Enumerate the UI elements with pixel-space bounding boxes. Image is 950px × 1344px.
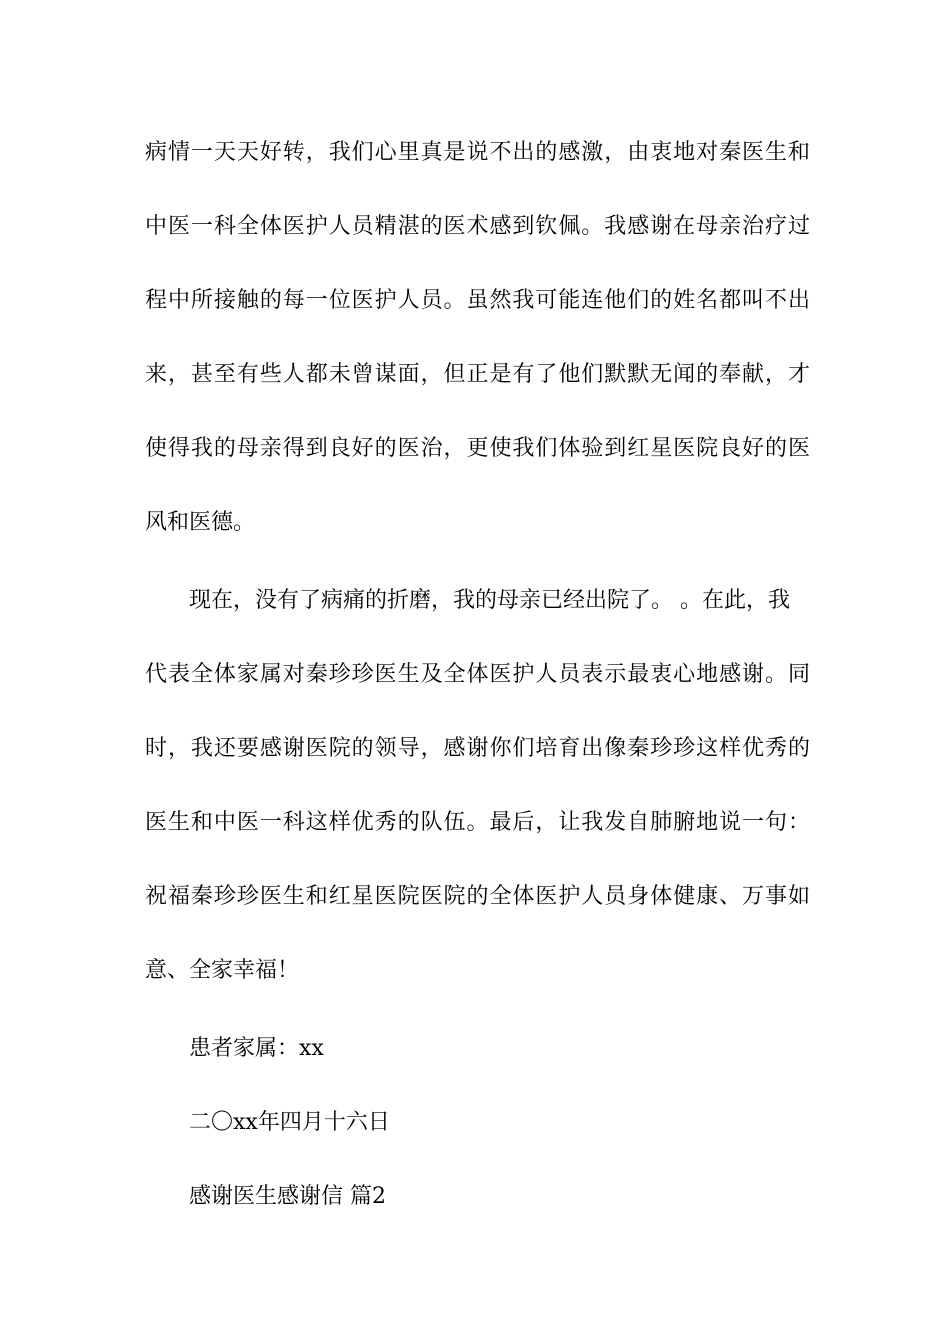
next-section-heading: 感谢医生感谢信 篇2 [189,1184,386,1209]
paragraph-line: 祝福秦珍珍医生和红星医院医院的全体医护人员身体健康、万事如 [145,884,810,909]
paragraph-line: 时，我还要感谢医院的领导，感谢你们培育出像秦珍珍这样优秀的 [145,736,810,761]
paragraph-line: 代表全体家属对秦珍珍医生及全体医护人员表示最衷心地感谢。同 [145,662,810,687]
paragraph-line: 程中所接触的每一位医护人员。虽然我可能连他们的姓名都叫不出 [145,288,810,313]
paragraph-line: 现在，没有了病痛的折磨，我的母亲已经出院了。 。在此，我 [189,588,790,613]
paragraph-line: 医生和中医一科这样优秀的队伍。最后，让我发自肺腑地说一句： [145,810,810,835]
paragraph-line: 风和医德。 [145,510,256,535]
signature: 患者家属：xx [189,1036,324,1061]
paragraph-line: 意、全家幸福！ [145,958,300,983]
date: 二〇xx年四月十六日 [189,1110,390,1135]
paragraph-line: 中医一科全体医护人员精湛的医术感到钦佩。我感谢在母亲治疗过 [145,214,810,239]
paragraph-line: 病情一天天好转，我们心里真是说不出的感激，由衷地对秦医生和 [145,140,810,165]
paragraph-line: 来，甚至有些人都未曾谋面，但正是有了他们默默无闻的奉献，才 [145,362,810,387]
paragraph-line: 使得我的母亲得到良好的医治，更使我们体验到红星医院良好的医 [145,436,810,461]
